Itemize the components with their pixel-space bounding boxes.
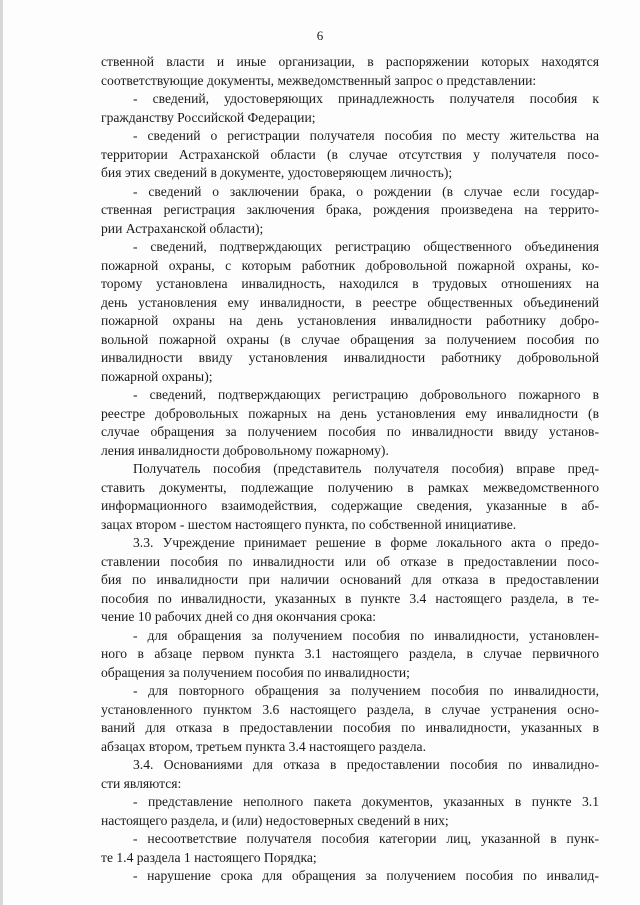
- text-line: рии Астраханской области);: [101, 220, 264, 236]
- text-line: - сведений, подтверждающих регистрацию общественного объединения: [133, 239, 599, 254]
- text-line: пожарной охраны);: [101, 368, 213, 384]
- text-line: гражданству Российской Федерации;: [101, 109, 316, 125]
- text-line: - сведений, удостоверяющих принадлежность получателя пособия к: [133, 91, 599, 106]
- text-line: ления инвалидности добровольному пожарному).: [101, 442, 389, 458]
- text-line: настоящего раздела, и (или) недостоверных сведений в них;: [101, 812, 449, 828]
- text-line: Получатель пособия (представитель получателя пособия) вправе пред-: [133, 461, 599, 476]
- text-line: - для повторного обращения за получением пособия по инвалидности,: [133, 683, 599, 698]
- text-line: установленного пунктом 3.6 настоящего раздела, в случае устранения осно-: [101, 701, 599, 717]
- text-line: - представление неполного пакета документов, указанных в пункте 3.1: [133, 794, 599, 809]
- text-line: пособия по инвалидности, указанных в пункте 3.4 настоящего раздела, в те-: [101, 590, 599, 606]
- text-line: день установления ему инвалидности, в реестре общественных объединений: [101, 294, 599, 310]
- text-line: абзацах втором, третьем пункта 3.4 настоящего раздела.: [101, 738, 426, 754]
- page-edge-shadow: [0, 0, 3, 905]
- text-line: - сведений, подтверждающих регистрацию добровольного пожарного в: [133, 387, 599, 402]
- text-line: вольной пожарной охраны (в случае обращения за получением пособия по: [101, 331, 599, 347]
- text-line: ставлении пособия по инвалидности или об отказе в предоставлении посо-: [101, 553, 599, 569]
- text-line: - сведений о заключении брака, о рождении (в случае если государ-: [133, 183, 599, 199]
- text-line: 3.3. Учреждение принимает решение в форме локального акта о предо-: [133, 535, 599, 550]
- text-line: - несоответствие получателя пособия категории лиц, указанной в пунк-: [133, 831, 599, 846]
- text-line: - сведений о регистрации получателя пособия по месту жительства на: [133, 128, 599, 143]
- text-line: бия по инвалидности при наличии оснований для отказа в предоставлении: [101, 572, 599, 587]
- text-line: те 1.4 раздела 1 настоящего Порядка;: [101, 849, 317, 865]
- text-line: соответствующие документы, межведомственный запрос о представлении:: [101, 72, 537, 88]
- page-number: 6: [316, 28, 324, 43]
- text-line: территории Астраханской области (в случае отсутствия у получателя посо-: [101, 146, 599, 162]
- text-line: инвалидности ввиду установления инвалидности работнику добровольной: [101, 350, 599, 365]
- text-line: - нарушение срока для обращения за получением пособия по инвалид-: [133, 868, 599, 883]
- text-line: - для обращения за получением пособия по инвалидности, установлен-: [133, 627, 599, 643]
- text-line: зацах втором - шестом настоящего пункта, по собственной инициативе.: [101, 516, 517, 532]
- text-line: ставить документы, подлежащие получению в рамках межведомственного: [101, 479, 599, 495]
- text-line: пожарной охраны на день установления инвалидности работнику добро-: [101, 313, 599, 328]
- text-line: сти являются:: [101, 775, 182, 791]
- text-line: ственной власти и иные организации, в распоряжении которых находятся: [101, 54, 599, 69]
- text-line: чение 10 рабочих дней со дня окончания срока:: [101, 609, 377, 624]
- text-line: торому установлена инвалидность, находился в трудовых отношениях на: [101, 276, 599, 291]
- text-line: реестре добровольных пожарных на день установления ему инвалидности (в: [101, 405, 599, 421]
- text-line: бия этих сведений в документе, удостоверяющем личность);: [101, 165, 453, 180]
- text-line: ственная регистрация заключения брака, рождения произведена на террито-: [101, 202, 599, 217]
- text-line: ного в абзаце первом пункта 3.1 настоящего раздела, в случае первичного: [101, 646, 599, 661]
- text-line: случае обращения за получением пособия по инвалидности ввиду установ-: [101, 424, 599, 439]
- text-line: пожарной охраны, с которым работник добровольной пожарной охраны, ко-: [101, 257, 599, 273]
- text-line: информационного взаимодействия, содержащие сведения, указанные в аб-: [101, 498, 599, 513]
- text-line: обращения за получением пособия по инвалидности;: [101, 664, 410, 680]
- text-line: 3.4. Основаниями для отказа в предоставлении пособия по инвалидно-: [133, 757, 599, 772]
- text-line: ваний для отказа в предоставлении пособия по инвалидности, указанных в: [101, 720, 599, 735]
- body-text: [101, 53, 599, 886]
